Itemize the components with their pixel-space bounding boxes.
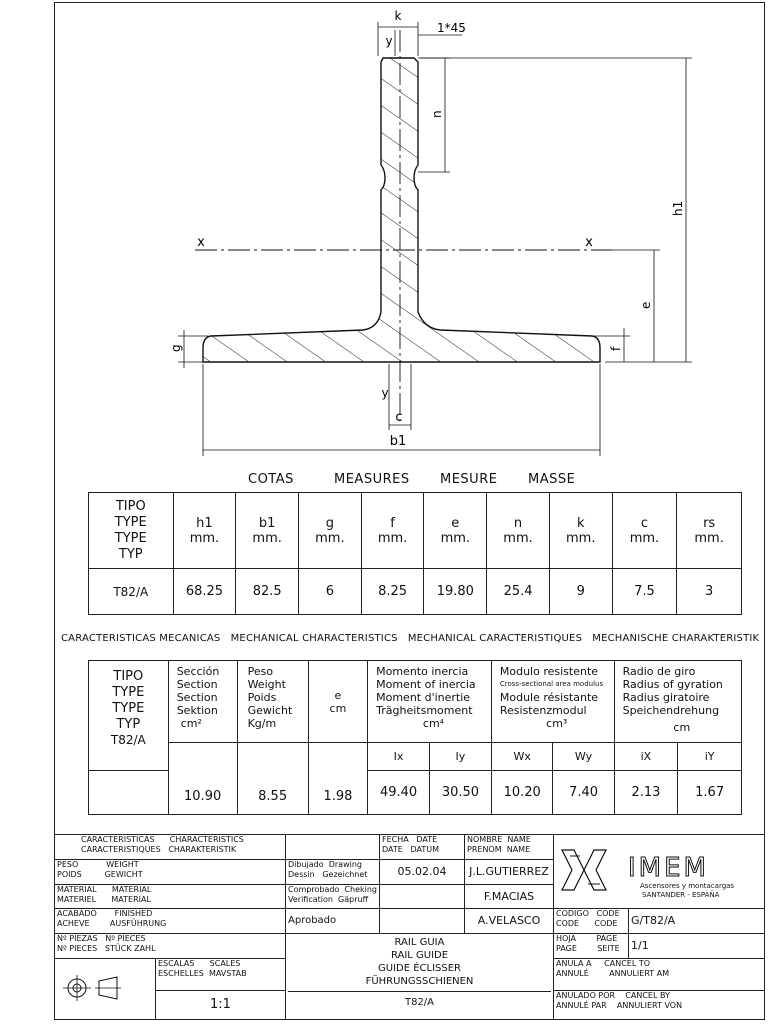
value-ix: 49.40 bbox=[368, 771, 430, 815]
tb-characteristics: CARACTERISTICAS CHARACTERISTICS CARACTERISTIQUES CHARAKTERISTIK bbox=[55, 835, 286, 860]
label-x-right: x bbox=[585, 235, 593, 250]
tb-hoja: HOJA PAGE PAGE SEITE bbox=[554, 934, 629, 959]
label-y-bottom: y bbox=[381, 386, 389, 400]
value-k: 9 bbox=[549, 569, 612, 615]
rail-section-outline bbox=[203, 58, 600, 362]
label-e: e bbox=[639, 301, 653, 309]
measures-type-header: TIPO TYPE TYPE TYP bbox=[89, 493, 174, 569]
tb-scale-value: 1:1 bbox=[156, 990, 286, 1019]
value-wx: 10.20 bbox=[491, 771, 553, 815]
label-h1: h1 bbox=[671, 200, 685, 216]
tb-anulado: ANULADO POR CANCEL BY ANNULÉ PAR ANNULIERT VON bbox=[554, 990, 765, 1019]
value-iy: 30.50 bbox=[430, 771, 492, 815]
sub-iy: Iy bbox=[430, 743, 492, 771]
label-y-top: y bbox=[385, 34, 393, 48]
label-b1: b1 bbox=[389, 434, 407, 449]
tb-logo bbox=[554, 835, 765, 909]
label-c: c bbox=[395, 410, 403, 425]
row-type: T82/A bbox=[89, 569, 174, 615]
label-k: k bbox=[394, 9, 402, 23]
label-g: g bbox=[169, 344, 183, 352]
value-rs: 3 bbox=[677, 569, 742, 615]
tb-dibujado: Dibujado Drawing Dessin Gezeichnet bbox=[286, 859, 380, 884]
col-k: k mm. bbox=[549, 493, 612, 569]
e-header: e cm bbox=[308, 661, 367, 743]
title-block bbox=[54, 834, 765, 1020]
tb-escalas: ESCALAS SCALES ESCHELLES MAVSTAB bbox=[156, 959, 286, 991]
tb-blank-date2 bbox=[380, 884, 465, 909]
measures-table bbox=[88, 492, 742, 615]
tb-name-check: F.MACIAS bbox=[465, 884, 554, 909]
tb-code-value: G/T82/A bbox=[629, 909, 765, 934]
value-g: 6 bbox=[299, 569, 362, 615]
mech-row-type: T82/A bbox=[89, 771, 169, 815]
col-c: c mm. bbox=[612, 493, 677, 569]
sub-ix-gyr: iX bbox=[614, 743, 678, 771]
col-n: n mm. bbox=[487, 493, 550, 569]
weight-header: Peso Weight Poids Gewicht Kg/m bbox=[237, 661, 308, 743]
value-f: 8.25 bbox=[361, 569, 424, 615]
rail-profile-drawing bbox=[0, 0, 768, 470]
value-ix2: 2.13 bbox=[614, 771, 678, 815]
tb-blank-date3 bbox=[380, 909, 465, 934]
tb-title: RAIL GUIA RAIL GUIDE GUIDE ÉCLISSER FÜHRUNGSSCHIENEN T82/A bbox=[286, 934, 554, 1020]
value-c: 7.5 bbox=[612, 569, 677, 615]
svg-text:IMEM: IMEM bbox=[628, 853, 709, 884]
value-e: 1.98 bbox=[308, 743, 367, 815]
tb-name-approve: A.VELASCO bbox=[465, 909, 554, 934]
value-iy2: 1.67 bbox=[678, 771, 742, 815]
sub-wx: Wx bbox=[491, 743, 553, 771]
table-row bbox=[89, 569, 742, 615]
gyration-header: Radio de giro Radius of gyration Radius giratoire Speichendrehung cm bbox=[614, 661, 741, 743]
value-wy: 7.40 bbox=[553, 771, 614, 815]
measures-heading-mesure: MESURE bbox=[440, 472, 498, 487]
modulus-header: Modulo resistente Cross-sectional area modulus Module résistante Resistenzmodul cm³ bbox=[491, 661, 614, 743]
tb-date-value: 05.02.04 bbox=[380, 859, 465, 884]
label-f: f bbox=[609, 346, 623, 351]
measures-heading-cotas: COTAS bbox=[248, 472, 294, 487]
tb-codigo: CODIGO CODE CODE CODE bbox=[554, 909, 629, 934]
measures-heading-masse: MASSE bbox=[528, 472, 576, 487]
value-e: 19.80 bbox=[424, 569, 487, 615]
tb-blank-top bbox=[286, 835, 380, 860]
tb-fecha: FECHA DATE DATE DATUM bbox=[380, 835, 465, 860]
col-h1: h1 mm. bbox=[173, 493, 236, 569]
mechanical-heading: CARACTERISTICAS MECANICAS MECHANICAL CHARACTERISTICS MECHANICAL CARACTERISTIQUES MECHANISCHE CHARAKTERISTIK bbox=[61, 633, 760, 644]
inertia-header: Momento inercia Moment of inercia Moment d'inertie Trägheitsmoment cm⁴ bbox=[368, 661, 492, 743]
tb-aprobado: Aprobado bbox=[286, 909, 380, 934]
company-sub2: SANTANDER - ESPAÑA bbox=[642, 891, 720, 900]
sub-wy: Wy bbox=[553, 743, 614, 771]
projection-icon bbox=[57, 973, 127, 1003]
tb-comprobado: Comprobado Cheking Verification Gäpruff bbox=[286, 884, 380, 909]
sub-iy-gyr: iY bbox=[678, 743, 742, 771]
section-header: Sección Section Section Sektion cm² bbox=[168, 661, 237, 743]
label-x-left: x bbox=[197, 235, 205, 250]
mech-type-header: TIPO TYPE TYPE TYP bbox=[89, 661, 169, 771]
value-weight: 8.55 bbox=[237, 743, 308, 815]
col-f: f mm. bbox=[361, 493, 424, 569]
tb-projection-symbol bbox=[55, 959, 156, 1020]
measures-heading-measures: MEASURES bbox=[334, 472, 410, 487]
label-n: n bbox=[430, 110, 444, 118]
col-g: g mm. bbox=[299, 493, 362, 569]
value-section: 10.90 bbox=[168, 743, 237, 815]
col-rs: rs mm. bbox=[677, 493, 742, 569]
value-h1: 68.25 bbox=[173, 569, 236, 615]
tb-page-value: 1/1 bbox=[629, 934, 765, 959]
tb-peso: PESO WEIGHT POIDS GEWICHT bbox=[55, 859, 286, 884]
value-b1: 82.5 bbox=[236, 569, 299, 615]
tb-name-drawing: J.L.GUTIERREZ bbox=[465, 859, 554, 884]
tb-acabado: ACABADO FINISHED ACHEVE AUSFÜHRUNG bbox=[55, 909, 286, 934]
col-b1: b1 mm. bbox=[236, 493, 299, 569]
mechanical-table bbox=[88, 660, 742, 815]
value-n: 25.4 bbox=[487, 569, 550, 615]
label-chamfer: 1*45 bbox=[437, 21, 466, 35]
company-sub1: Ascensores y montacargas bbox=[640, 882, 735, 891]
tb-anula: ANULA A CANCEL TO ANNULÉ ANNULIERT AM bbox=[554, 959, 765, 991]
tb-piezas: Nº PIEZAS Nº PIECES Nº PIECES STÜCK ZAHL bbox=[55, 934, 286, 959]
sub-ix: Ix bbox=[368, 743, 430, 771]
tb-nombre: NOMBRE NAME PRENOM NAME bbox=[465, 835, 554, 860]
col-e: e mm. bbox=[424, 493, 487, 569]
tb-material: MATERIAL MATERIAL MATERIEL MATERIAL bbox=[55, 884, 286, 909]
